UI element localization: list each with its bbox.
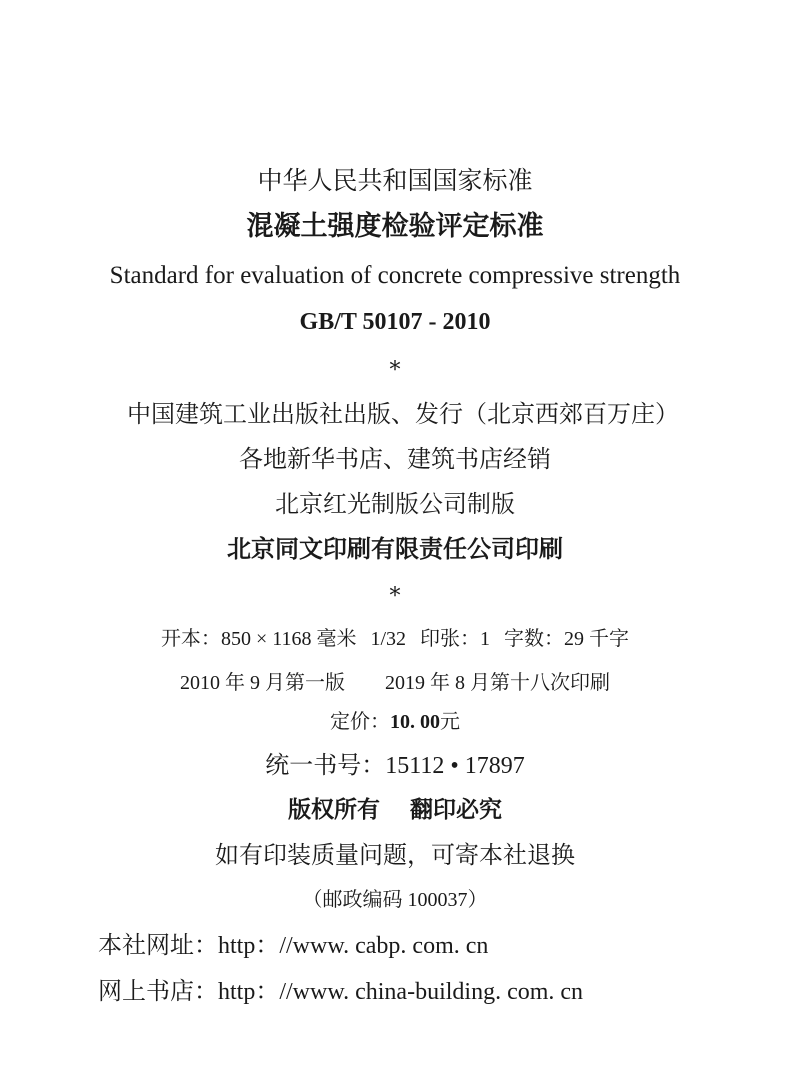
website-label: 本社网址：	[98, 931, 218, 959]
format-specs	[0, 628, 790, 649]
edition-info	[0, 673, 790, 693]
online-store-label: 网上书店：	[98, 977, 218, 1005]
separator-asterisk: *	[389, 358, 401, 383]
word-count-value: 29 千字	[564, 628, 630, 650]
book-number	[0, 753, 790, 778]
format-value: 850 × 1168 毫米	[220, 628, 357, 650]
rights-reserved: 版权所有	[288, 797, 380, 823]
online-store-line	[98, 979, 583, 1004]
plate-maker-line: 北京红光制版公司制版	[275, 490, 515, 518]
publisher-line: 中国建筑工业出版社出版、发行（北京西郊百万庄）	[127, 400, 679, 428]
standard-series: 中华人民共和国国家标准	[257, 166, 533, 195]
separator-asterisk: *	[389, 584, 401, 609]
postal-code: （邮政编码 100037）	[302, 889, 488, 911]
price-label: 定价：	[330, 709, 390, 733]
sheets-value: 1	[480, 628, 491, 650]
first-edition: 2010 年 9 月第一版	[180, 672, 345, 694]
price-value: 10. 00	[390, 711, 440, 733]
website-line	[98, 933, 488, 958]
printing-info: 2019 年 8 月第十八次印刷	[385, 672, 610, 694]
distributor-line: 各地新华书店、建筑书店经销	[239, 445, 551, 473]
standard-code: GB/T 50107 - 2010	[299, 309, 491, 335]
book-number-label: 统一书号：	[265, 751, 386, 779]
book-title-cn: 混凝土强度检验评定标准	[246, 211, 544, 242]
format-label: 开本：	[160, 626, 221, 650]
format-fraction: 1/32	[370, 628, 407, 650]
price-line	[0, 711, 790, 732]
sheets-label: 印张：	[420, 626, 481, 650]
return-notice: 如有印装质量问题，可寄本社退换	[215, 841, 575, 869]
online-store-url[interactable]: http：//www. china-building. com. cn	[218, 979, 584, 1005]
printer-line: 北京同文印刷有限责任公司印刷	[227, 535, 563, 563]
rights-notice	[0, 799, 790, 822]
book-number-value: 15112 • 17897	[385, 753, 525, 779]
price-unit: 元	[440, 711, 460, 733]
website-url[interactable]: http：//www. cabp. com. cn	[218, 933, 489, 959]
word-count-label: 字数：	[504, 626, 565, 650]
book-title-en: Standard for evaluation of concrete compressive strength	[109, 262, 681, 289]
reproduction-prohibited: 翻印必究	[410, 797, 502, 823]
